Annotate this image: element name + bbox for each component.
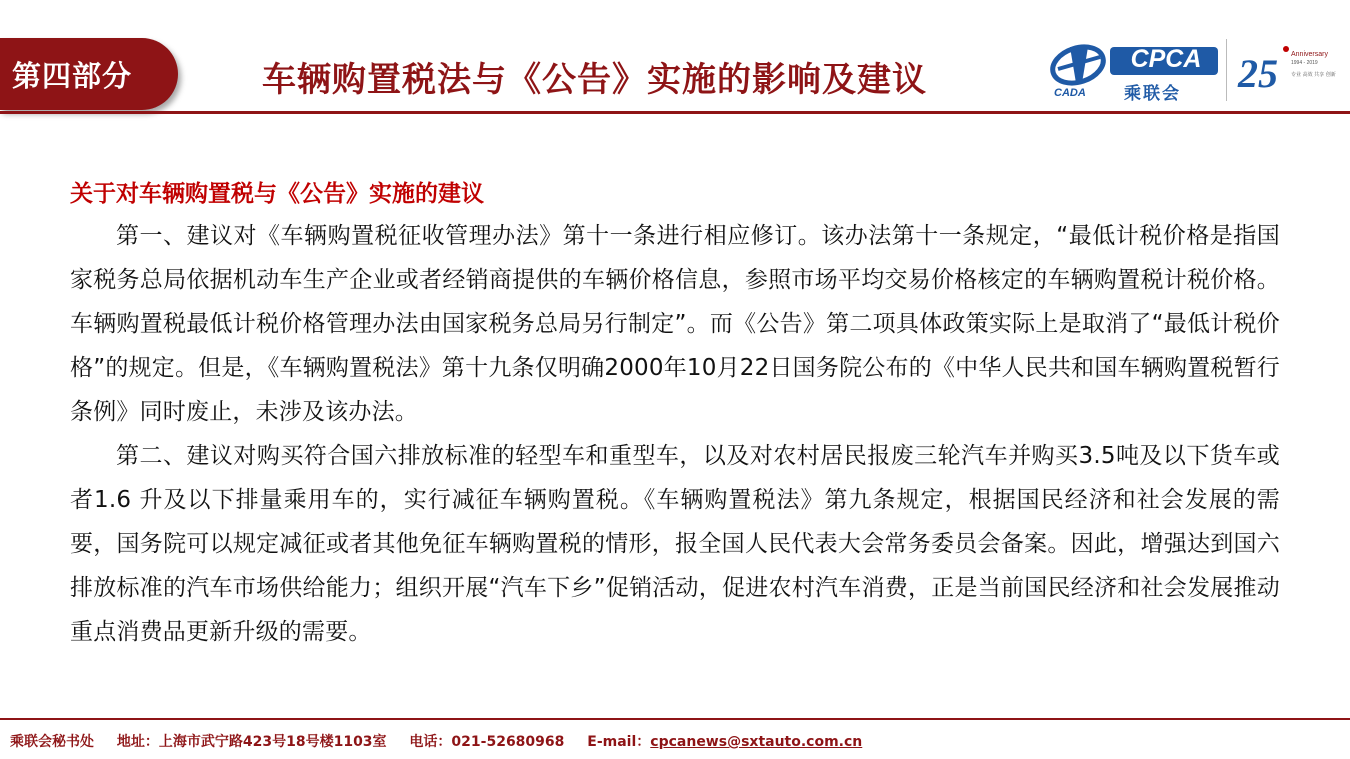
footer-email-label: E-mail：: [587, 734, 651, 750]
logo-divider: [1226, 39, 1227, 101]
footer: [10, 731, 862, 751]
paragraph-1: 第一、建议对《车辆购置税征收管理办法》第十一条进行相应修订。该办法第十一条规定，“最低计税价格是指国家税务总局依据机动车生产企业或者经销商提供的车辆价格信息，参照市场平均交易价格核定的车辆购置税计税价格。车辆购置税最低计税价格管理办法由国家税务总局另行制定”。而《公告》第二项具体政策实际上是取消了“最低计税价格”的规定。但是，《车辆购置税法》第十九条仅明确2000年10月22日国务院公布的《中华人民共和国车辆购置税暂行条例》同时废止，未涉及该办法。: [70, 223, 1280, 425]
section-tab: [0, 38, 178, 110]
svg-text:25: 25: [1238, 51, 1278, 96]
footer-org: 乘联会秘书处: [10, 734, 94, 750]
footer-email-link[interactable]: cpcanews@sxtauto.com.cn: [650, 734, 863, 750]
slide-content: [70, 174, 1280, 654]
anniversary-25-icon: [1236, 39, 1292, 103]
footer-phone: 电话：021-52680968: [409, 734, 565, 750]
cada-logo-icon: [1048, 39, 1112, 99]
slide-title: 车辆购置税法与《公告》实施的影响及建议: [262, 60, 927, 100]
anniversary-label: Anniversary: [1291, 51, 1328, 58]
footer-divider: [0, 718, 1350, 720]
cpca-chinese-name: 乘联会: [1124, 84, 1181, 104]
footer-address: 地址：上海市武宁路423号18号楼1103室: [116, 734, 387, 750]
anniversary-slogan: 专业 高效 共享 创新: [1291, 72, 1336, 78]
content-heading: 关于对车辆购置税与《公告》实施的建议: [70, 181, 484, 207]
logo-group: [1040, 35, 1345, 107]
cpca-text: CPCA: [1130, 45, 1202, 73]
section-label: 第四部分: [12, 59, 133, 93]
header-divider: [0, 111, 1350, 114]
cada-text: CADA: [1054, 87, 1086, 99]
slide-header: [0, 0, 1350, 115]
anniversary-years: 1994 - 2019: [1291, 60, 1318, 66]
anniversary-logo: [1236, 39, 1346, 103]
paragraph-2: 第二、建议对购买符合国六排放标准的轻型车和重型车，以及对农村居民报废三轮汽车并购买3.5吨及以下货车或者1.6 升及以下排量乘用车的，实行减征车辆购置税。《车辆购置税法》第九条规定，根据国民经济和社会发展的需要，国务院可以规定减征或者其他免征车辆购置税的情形，报全国人民代表大会常务委员会备案。因此，增强达到国六排放标准的汽车市场供给能力；组织开展“汽车下乡”促销活动，促进农村汽车消费，正是当前国民经济和社会发展推动重点消费品更新升级的需要。: [70, 443, 1280, 645]
